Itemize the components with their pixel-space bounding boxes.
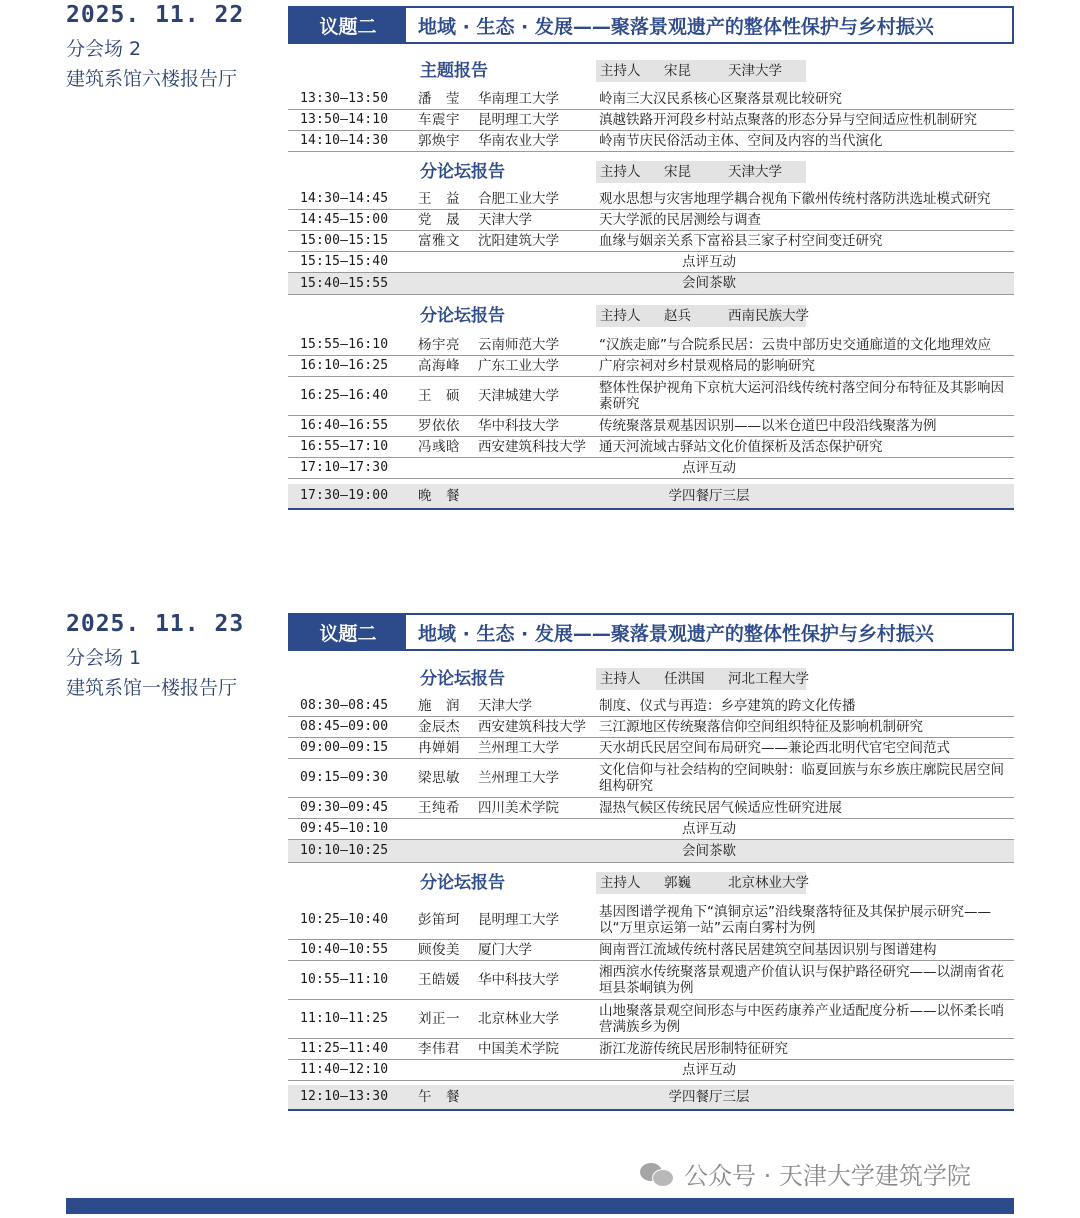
section-name: 分论坛报告 — [420, 669, 505, 689]
row-activity: 学四餐厅三层 — [668, 1089, 750, 1105]
row-meal: 午 餐 — [418, 1089, 460, 1105]
row-title: 浙江龙游传统民居形制特征研究 — [599, 1041, 788, 1057]
row-speaker: 党 晟 — [418, 212, 460, 228]
section-name: 分论坛报告 — [420, 873, 505, 893]
row-title: 滇越铁路开河段乡村站点聚落的形态分异与空间适应性机制研究 — [599, 112, 977, 128]
row-activity: 点评互动 — [682, 821, 736, 837]
schedule-row — [288, 696, 1014, 717]
row-speaker: 罗依依 — [418, 418, 460, 434]
host-unit: 西南民族大学 — [728, 308, 809, 324]
row-speaker: 高海峰 — [418, 358, 460, 374]
topic-header — [288, 6, 1014, 44]
schedule-row — [288, 901, 1014, 940]
row-time: 17:30–19:00 — [300, 488, 389, 503]
schedule-row — [288, 189, 1014, 210]
row-activity: 学四餐厅三层 — [668, 488, 750, 504]
row-time: 15:40–15:55 — [300, 276, 389, 291]
row-unit: 兰州理工大学 — [478, 770, 559, 786]
row-title: 文化信仰与社会结构的空间映射：临夏回族与东乡族庄廓院民居空间组构研究 — [599, 762, 1004, 794]
host-unit: 河北工程大学 — [728, 671, 809, 687]
row-title: 三江源地区传统聚落信仰空间组织特征及影响机制研究 — [599, 719, 923, 735]
row-speaker: 彭笛珂 — [418, 912, 460, 928]
row-time: 15:15–15:40 — [300, 254, 389, 269]
row-unit: 北京林业大学 — [478, 1011, 559, 1027]
row-unit: 四川美术学院 — [478, 800, 559, 816]
row-unit: 华中科技大学 — [478, 972, 559, 988]
row-speaker: 王 益 — [418, 191, 460, 207]
row-time: 16:10–16:25 — [300, 358, 389, 373]
row-time: 14:30–14:45 — [300, 191, 389, 206]
row-title: 通天河流域古驿站文化价值探析及活态保护研究 — [599, 439, 883, 455]
row-title: 天水胡氏民居空间布局研究——兼论西北明代官宅空间范式 — [599, 740, 950, 756]
schedule-row — [288, 759, 1014, 798]
schedule-row — [288, 840, 1014, 863]
host-name: 宋昆 — [664, 63, 691, 79]
row-speaker: 冉婵娟 — [418, 740, 460, 756]
schedule-row — [288, 416, 1014, 437]
row-time: 10:55–11:10 — [300, 972, 389, 987]
schedule-row — [288, 131, 1014, 152]
section-header — [288, 159, 1014, 185]
row-unit: 昆明理工大学 — [478, 112, 559, 128]
row-unit: 云南师范大学 — [478, 337, 559, 353]
schedule-row — [288, 484, 1014, 510]
host-box — [596, 668, 809, 690]
row-meal: 晚 餐 — [418, 488, 460, 504]
row-time: 10:10–10:25 — [300, 843, 389, 858]
row-speaker: 潘 莹 — [418, 91, 460, 107]
row-activity: 点评互动 — [682, 254, 736, 270]
row-unit: 兰州理工大学 — [478, 740, 559, 756]
schedule-row — [288, 273, 1014, 295]
schedule-row — [288, 252, 1014, 273]
row-unit: 天津大学 — [478, 698, 532, 714]
row-time: 11:10–11:25 — [300, 1011, 389, 1026]
topic-title: 地域 · 生态 · 发展——聚落景观遗产的整体性保护与乡村振兴 — [418, 15, 934, 38]
schedule-row — [288, 798, 1014, 819]
row-title: 观水思想与灾害地理学耦合视角下徽州传统村落防洪选址模式研究 — [599, 191, 991, 207]
row-title: 闽南晋江流域传统村落民居建筑空间基因识别与图谱建构 — [599, 942, 937, 958]
row-unit: 西安建筑科技大学 — [478, 439, 586, 455]
schedule-row — [288, 231, 1014, 252]
row-title: 岭南三大汉民系核心区聚落景观比较研究 — [599, 91, 842, 107]
row-unit: 昆明理工大学 — [478, 912, 559, 928]
row-speaker: 王纯希 — [418, 800, 460, 816]
row-title: 山地聚落景观空间形态与中医药康养产业适配度分析——以怀柔长哨营满族乡为例 — [599, 1003, 1004, 1035]
footer-watermark — [640, 1156, 971, 1191]
row-unit: 天津大学 — [478, 212, 532, 228]
row-time: 12:10–13:30 — [300, 1089, 389, 1104]
host-box — [596, 161, 806, 183]
host-label: 主持人 — [600, 875, 641, 891]
row-activity: 点评互动 — [682, 1062, 736, 1078]
topic-header — [288, 613, 1014, 651]
schedule-row — [288, 89, 1014, 110]
row-time: 09:30–09:45 — [300, 800, 389, 815]
row-unit: 天津城建大学 — [478, 388, 559, 404]
schedule-row — [288, 335, 1014, 356]
schedule-row — [288, 738, 1014, 759]
row-speaker: 金辰杰 — [418, 719, 460, 735]
row-time: 14:45–15:00 — [300, 212, 389, 227]
row-unit: 广东工业大学 — [478, 358, 559, 374]
row-speaker: 李伟君 — [418, 1041, 460, 1057]
section-name: 分论坛报告 — [420, 306, 505, 326]
row-title: 湿热气候区传统民居气候适应性研究进展 — [599, 800, 842, 816]
row-time: 08:45–09:00 — [300, 719, 389, 734]
row-title: 天大学派的民居测绘与调查 — [599, 212, 761, 228]
host-name: 宋昆 — [664, 164, 691, 180]
session-room: 建筑系馆一楼报告厅 — [66, 677, 238, 699]
row-speaker: 梁思敏 — [418, 770, 460, 786]
session-venue: 分会场 1 — [66, 647, 142, 669]
row-unit: 合肥工业大学 — [478, 191, 559, 207]
row-time: 17:10–17:30 — [300, 460, 389, 475]
row-title: 广府宗祠对乡村景观格局的影响研究 — [599, 358, 815, 374]
row-speaker: 王 硕 — [418, 388, 460, 404]
topic-tag: 议题二 — [290, 8, 406, 42]
row-activity: 会间茶歇 — [682, 843, 736, 859]
schedule-row — [288, 1085, 1014, 1111]
host-box — [596, 305, 809, 327]
row-title: 制度、仪式与再造：乡亭建筑的跨文化传播 — [599, 698, 856, 714]
schedule-row — [288, 110, 1014, 131]
host-label: 主持人 — [600, 671, 641, 687]
row-time: 15:00–15:15 — [300, 233, 389, 248]
footer-text: 公众号 · 天津大学建筑学院 — [684, 1162, 971, 1190]
host-label: 主持人 — [600, 308, 641, 324]
host-box — [596, 60, 806, 82]
row-time: 10:40–10:55 — [300, 942, 389, 957]
host-name: 郭巍 — [664, 875, 691, 891]
row-unit: 西安建筑科技大学 — [478, 719, 586, 735]
row-title: 湘西滨水传统聚落景观遗产价值认识与保护路径研究——以湖南省花垣县茶峒镇为例 — [599, 964, 1004, 996]
row-unit: 中国美术学院 — [478, 1041, 559, 1057]
row-speaker: 刘正一 — [418, 1011, 460, 1027]
row-speaker: 施 润 — [418, 698, 460, 714]
row-time: 16:40–16:55 — [300, 418, 389, 433]
host-label: 主持人 — [600, 164, 641, 180]
row-title: 基因图谱学视角下“滇铜京运”沿线聚落特征及其保护展示研究——以“万里京运第一站”云南白雾村为例 — [599, 904, 991, 936]
schedule-row — [288, 940, 1014, 961]
schedule-row — [288, 210, 1014, 231]
row-time: 13:50–14:10 — [300, 112, 389, 127]
schedule-row — [288, 458, 1014, 479]
row-unit: 华南理工大学 — [478, 91, 559, 107]
row-time: 14:10–14:30 — [300, 133, 389, 148]
host-label: 主持人 — [600, 63, 641, 79]
schedule-row — [288, 717, 1014, 738]
section-header — [288, 870, 1014, 896]
row-unit: 华中科技大学 — [478, 418, 559, 434]
row-unit: 厦门大学 — [478, 942, 532, 958]
section-header — [288, 666, 1014, 692]
row-speaker: 王皓媛 — [418, 972, 460, 988]
row-unit: 沈阳建筑大学 — [478, 233, 559, 249]
topic-title: 地域 · 生态 · 发展——聚落景观遗产的整体性保护与乡村振兴 — [418, 622, 934, 645]
row-unit: 华南农业大学 — [478, 133, 559, 149]
row-time: 08:30–08:45 — [300, 698, 389, 713]
row-speaker: 郭焕宇 — [418, 133, 460, 149]
row-time: 16:55–17:10 — [300, 439, 389, 454]
host-name: 赵兵 — [664, 308, 691, 324]
host-box — [596, 872, 809, 894]
session-date: 2025. 11. 23 — [66, 611, 245, 637]
schedule-row — [288, 1060, 1014, 1081]
row-title: 传统聚落景观基因识别——以米仓道巴中段沿线聚落为例 — [599, 418, 937, 434]
row-speaker: 杨宇亮 — [418, 337, 460, 353]
session-room: 建筑系馆六楼报告厅 — [66, 68, 238, 90]
row-activity: 会间茶歇 — [682, 275, 736, 291]
row-time: 09:15–09:30 — [300, 770, 389, 785]
row-time: 11:40–12:10 — [300, 1062, 389, 1077]
schedule-row — [288, 377, 1014, 416]
session-venue: 分会场 2 — [66, 38, 142, 60]
host-unit: 天津大学 — [728, 164, 782, 180]
schedule-row — [288, 356, 1014, 377]
wechat-icon — [640, 1161, 674, 1187]
row-time: 13:30–13:50 — [300, 91, 389, 106]
host-unit: 天津大学 — [728, 63, 782, 79]
section-name: 主题报告 — [420, 61, 488, 81]
row-speaker: 顾俊美 — [418, 942, 460, 958]
session-date: 2025. 11. 22 — [66, 2, 245, 28]
schedule-row — [288, 1000, 1014, 1039]
bottom-bar — [66, 1198, 1014, 1214]
section-name: 分论坛报告 — [420, 162, 505, 182]
row-activity: 点评互动 — [682, 460, 736, 476]
row-time: 09:45–10:10 — [300, 821, 389, 836]
row-time: 10:25–10:40 — [300, 912, 389, 927]
topic-tag: 议题二 — [290, 615, 406, 649]
schedule-row — [288, 1039, 1014, 1060]
host-name: 任洪国 — [664, 671, 705, 687]
schedule-row — [288, 819, 1014, 840]
row-title: 血缘与姻亲关系下富裕县三家子村空间变迁研究 — [599, 233, 883, 249]
row-speaker: 车震宇 — [418, 112, 460, 128]
row-speaker: 冯彧晗 — [418, 439, 460, 455]
section-header — [288, 303, 1014, 329]
row-title: “汉族走廊”与合院系民居：云贵中部历史交通廊道的文化地理效应 — [599, 337, 991, 353]
row-time: 11:25–11:40 — [300, 1041, 389, 1056]
row-time: 15:55–16:10 — [300, 337, 389, 352]
schedule-row — [288, 961, 1014, 1000]
schedule-row — [288, 437, 1014, 458]
row-time: 09:00–09:15 — [300, 740, 389, 755]
host-unit: 北京林业大学 — [728, 875, 809, 891]
row-time: 16:25–16:40 — [300, 388, 389, 403]
row-speaker: 富雅文 — [418, 233, 460, 249]
section-header — [288, 58, 1014, 84]
row-title: 整体性保护视角下京杭大运河沿线传统村落空间分布特征及其影响因素研究 — [599, 380, 1004, 412]
row-title: 岭南节庆民俗活动主体、空间及内容的当代演化 — [599, 133, 883, 149]
